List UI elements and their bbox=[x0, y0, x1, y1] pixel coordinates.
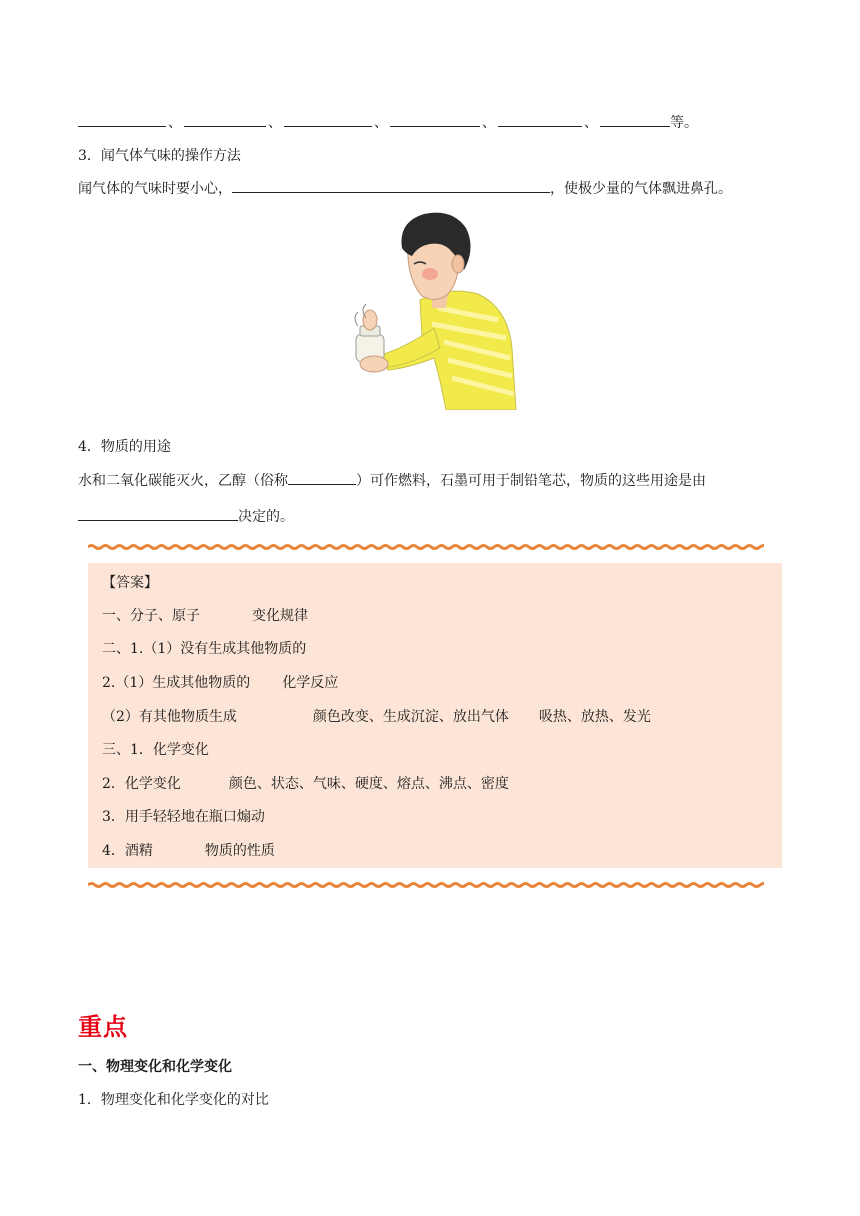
blank-3[interactable] bbox=[284, 112, 372, 127]
answer-4-part-b: 颜色改变、生成沉淀、放出气体 bbox=[312, 709, 509, 725]
q3-blank[interactable] bbox=[232, 178, 550, 193]
line-ending: 等。 bbox=[670, 115, 698, 131]
wave-divider-bottom bbox=[88, 879, 764, 891]
answer-line-2: 二、1.（1）没有生成其他物质的 bbox=[102, 641, 307, 657]
answer-6-part-a: 2．化学变化 bbox=[102, 776, 181, 792]
answer-8-part-a: 4．酒精 bbox=[102, 843, 153, 859]
blank-4[interactable] bbox=[390, 112, 480, 127]
q4-blank-2[interactable] bbox=[78, 506, 238, 521]
item-1: 1．物理变化和化学变化的对比 bbox=[78, 1092, 269, 1108]
answer-line-8 bbox=[102, 841, 275, 861]
q4-line2 bbox=[78, 506, 294, 527]
answer-heading: 【答案】 bbox=[102, 575, 158, 591]
blank-5[interactable] bbox=[498, 112, 582, 127]
answer-4-part-c: 吸热、放热、发光 bbox=[538, 709, 651, 725]
q3-prefix: 闻气体的气味时要小心， bbox=[78, 181, 232, 197]
blank-1[interactable] bbox=[78, 112, 166, 127]
answer-line-5: 三、1．化学变化 bbox=[102, 742, 209, 758]
answer-3-part-b: 化学反应 bbox=[282, 675, 339, 691]
answer-1-part-b: 变化规律 bbox=[252, 608, 308, 624]
answer-3-part-a: 2.（1）生成其他物质的 bbox=[102, 675, 251, 691]
answer-line-3 bbox=[102, 673, 338, 693]
q4-line1-a: 水和二氧化碳能灭火，乙醇（俗称 bbox=[78, 473, 288, 489]
separator: 、 bbox=[268, 115, 282, 131]
separator: 、 bbox=[168, 115, 182, 131]
answer-4-part-a: （2）有其他物质生成 bbox=[102, 709, 237, 725]
q4-line1-b: ）可作燃料，石墨可用于制铅笔芯，物质的这些用途是由 bbox=[356, 473, 706, 489]
answer-6-part-b: 颜色、状态、气味、硬度、熔点、沸点、密度 bbox=[228, 776, 509, 792]
q4-line1 bbox=[78, 470, 706, 491]
separator: 、 bbox=[482, 115, 496, 131]
section-heading-1: 一、物理变化和化学变化 bbox=[78, 1059, 232, 1075]
blank-2[interactable] bbox=[184, 112, 266, 127]
q3-sentence bbox=[78, 178, 732, 199]
answer-line-6 bbox=[102, 774, 509, 794]
wave-divider-top bbox=[88, 541, 764, 553]
answer-line-4 bbox=[102, 707, 651, 727]
fill-blanks-line bbox=[78, 112, 698, 133]
answer-1-part-a: 一、分子、原子 bbox=[102, 608, 200, 624]
answer-8-part-b: 物质的性质 bbox=[204, 843, 275, 859]
key-points-heading: 重点 bbox=[78, 1012, 128, 1041]
separator: 、 bbox=[584, 115, 598, 131]
q4-line2-suffix: 决定的。 bbox=[238, 509, 294, 525]
separator: 、 bbox=[374, 115, 388, 131]
q4-title: 4．物质的用途 bbox=[78, 439, 171, 455]
q3-suffix: ，使极少量的气体飘进鼻孔。 bbox=[550, 181, 732, 197]
answer-line-7: 3．用手轻轻地在瓶口煽动 bbox=[102, 809, 265, 825]
q4-blank-1[interactable] bbox=[288, 470, 356, 485]
boy-smelling-bottle-illustration bbox=[348, 208, 518, 410]
q3-title: 3．闻气体气味的操作方法 bbox=[78, 148, 241, 164]
blank-6[interactable] bbox=[600, 112, 670, 127]
answer-line-1 bbox=[102, 606, 308, 626]
answer-box bbox=[88, 563, 782, 868]
